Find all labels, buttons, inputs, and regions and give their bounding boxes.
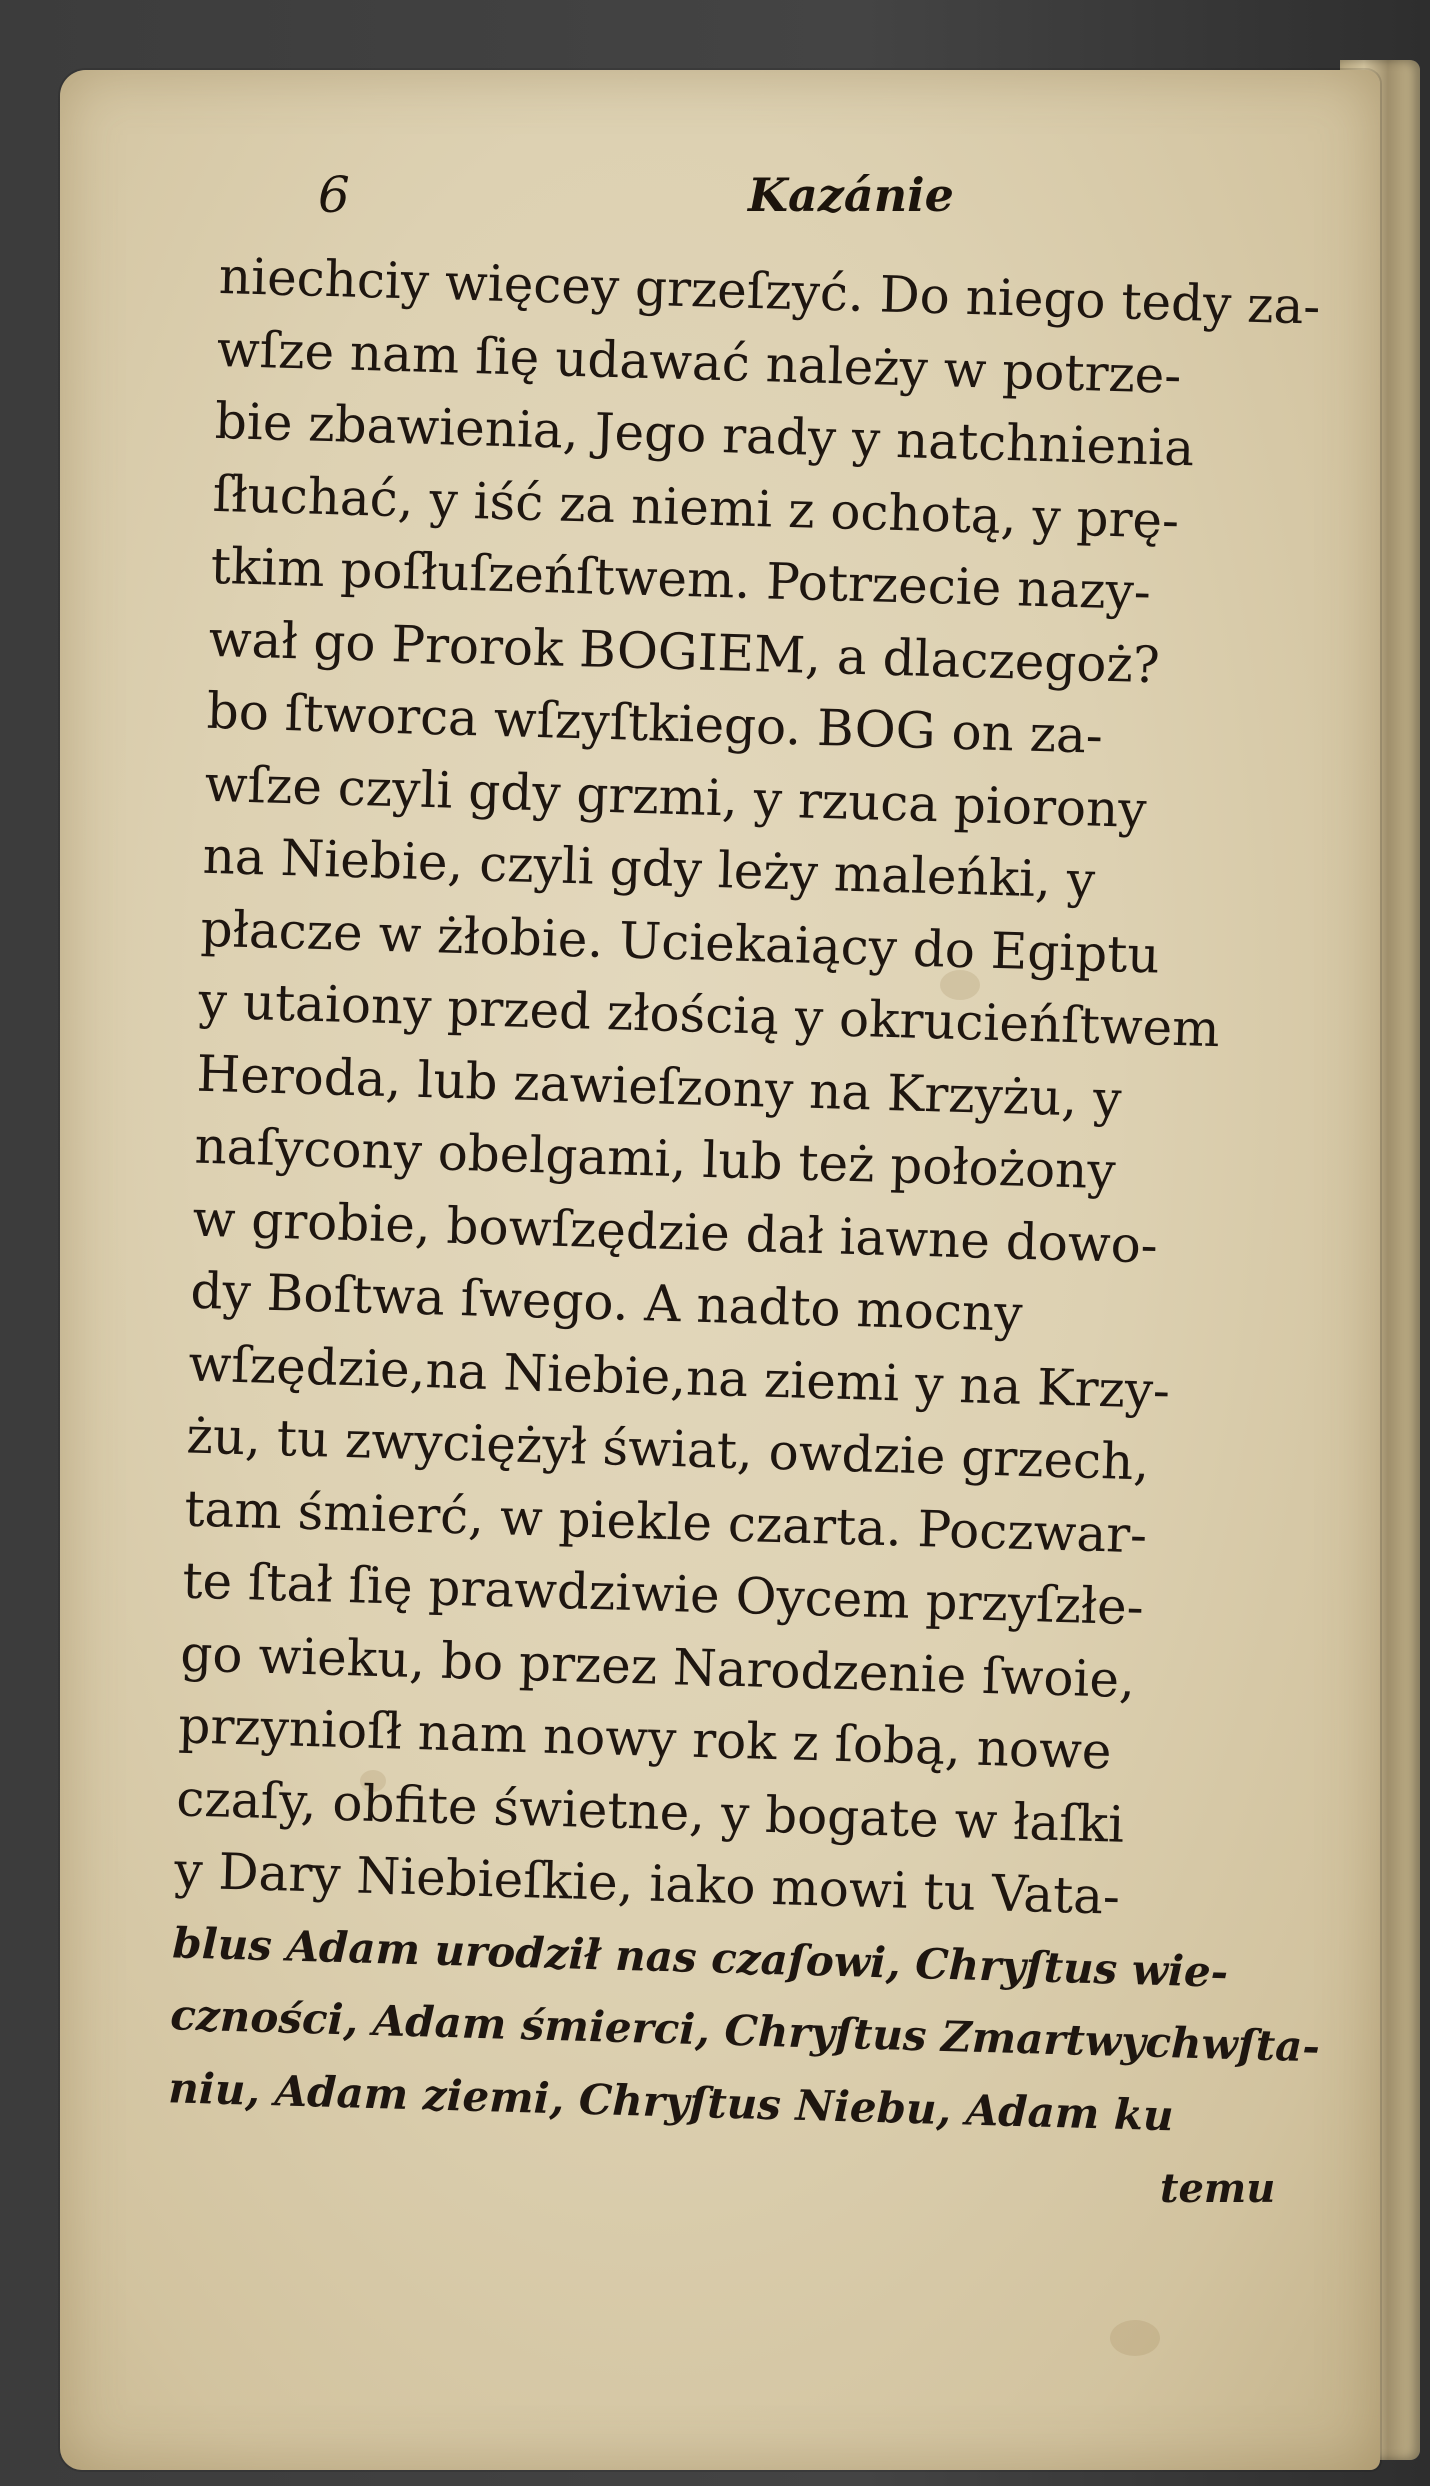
text-line: niechciy więcey grzeſzyć. Do niego tedy za- [218, 246, 1322, 336]
text-line: w grobie, bowſzędzie dał iawne dowo- [191, 1189, 1159, 1275]
text-line: go wieku, bo przez Narodzenie ſwoie, [179, 1623, 1136, 1709]
text-line-italic: blus Adam urodził nas czaſowi, Chryſtus wie- [171, 1917, 1229, 1997]
text-line: dy Boſtwa ſwego. A nadto mocny [189, 1261, 1024, 1343]
text-line: tam śmierć, w piekle czarta. Poczwar- [183, 1479, 1148, 1564]
text-line: na Niebie, czyli gdy leży maleńki, y [201, 826, 1096, 910]
text-line: te ſtał ſię prawdziwie Oycem przyſzłe- [181, 1551, 1145, 1637]
text-line: płacze w żłobie. Uciekaiący do Egiptu [199, 899, 1161, 985]
text-line: wſzędzie,na Niebie,na ziemi y na Krzy- [187, 1334, 1171, 1420]
text-line: y Dary Niebieſkie, iako mowi tu Vata- [173, 1841, 1121, 1926]
text-line-italic: niu, Adam ziemi, Chryſtus Niebu, Adam ku [167, 2062, 1175, 2140]
text-line: bo ſtworca wſzyſtkiego. BOG on za- [206, 681, 1104, 765]
text-line: Heroda, lub zawieſzony na Krzyżu, y [195, 1044, 1123, 1128]
text-line: wſze nam ſię udawać należy w potrze- [216, 319, 1183, 405]
page-number: 6 [318, 166, 350, 224]
text-line: ſłuchać, y iść za niemi z ochotą, y prę- [212, 464, 1180, 550]
page-header [60, 166, 1380, 246]
text-line-italic: czności, Adam śmierci, Chryſtus Zmartwychwſta- [169, 1990, 1321, 2072]
text-line: żu, tu zwyciężył świat, owdzie grzech, [185, 1406, 1151, 1492]
text-line: wał go Prorok BOGIEM, a dlaczegoż? [208, 609, 1161, 694]
catchword: temu [1160, 2165, 1276, 2212]
running-title: Kazánie [748, 168, 954, 222]
text-line: przynioſł nam nowy rok z ſobą, nowe [177, 1696, 1113, 1781]
foxing-spot [1110, 2320, 1160, 2356]
book-page [60, 70, 1380, 2470]
text-line: bie zbawienia, Jego rady y natchnienia [214, 391, 1195, 478]
text-line: wſze czyli gdy grzmi, y rzuca piorony [204, 754, 1148, 839]
text-line: czaſy, obfite świetne, y bogate w łaſki [175, 1768, 1125, 1854]
text-line: tkim poſłuſzeńſtwem. Potrzecie nazy- [210, 536, 1152, 622]
text-line: naſycony obelgami, lub też położony [193, 1116, 1117, 1201]
text-line: y utaiony przed złością y okrucieńſtwem [197, 971, 1221, 1059]
body-text [167, 240, 1380, 2158]
